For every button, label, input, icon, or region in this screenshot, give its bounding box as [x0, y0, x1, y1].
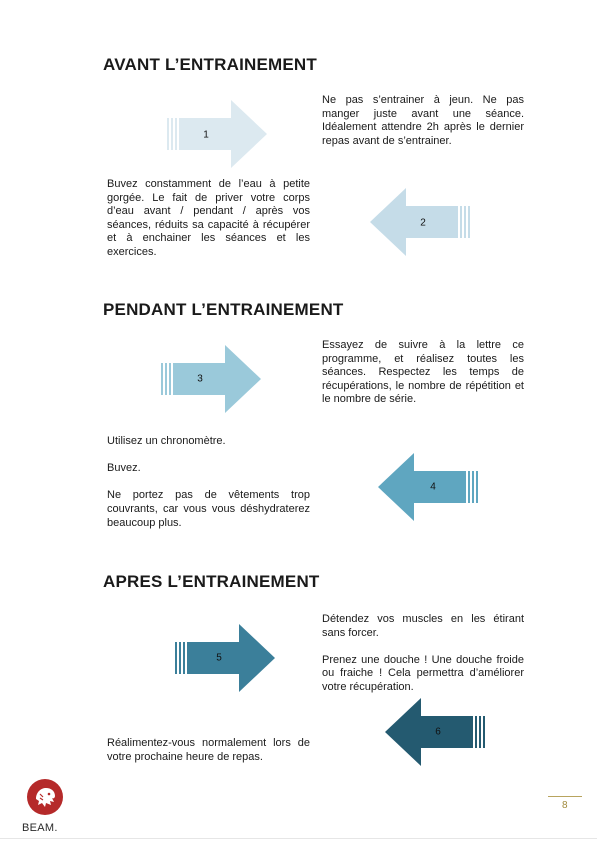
step-5-paragraph-1: Détendez vos muscles en les étirant sans forcer. [322, 613, 524, 639]
page-number: 8 [562, 800, 568, 811]
step-4-paragraph-2: Buvez. [107, 462, 141, 475]
step-6-text [107, 737, 310, 764]
step-3-paragraph: Essayez de suivre à la lettre ce programme, et réalisez toutes les séances. Respectez les temps de récupérations, le nombre de répétition et le nombre de série. [322, 339, 524, 406]
step-6-number: 6 [435, 726, 441, 738]
footer-divider [548, 796, 582, 797]
step-2-text [107, 178, 310, 260]
step-4-arrow-left [378, 453, 478, 521]
logo-text: BEAM. [22, 822, 58, 834]
step-5-paragraph-2: Prenez une douche ! Une douche froide ou fraiche ! Cela permettra d’améliorer votre récupération. [322, 653, 524, 693]
section-heading-pendant: PENDANT L’ENTRAINEMENT [103, 300, 344, 319]
page-bottom-border [0, 838, 597, 839]
step-3-arrow-right [161, 345, 261, 413]
step-1-number: 1 [203, 129, 209, 141]
step-5-text [322, 613, 524, 695]
step-1-paragraph: Ne pas s’entrainer à jeun. Ne pas manger juste avant une séance. Idéalement attendre 2h après le dernier repas avant de s’entrainer. [322, 94, 524, 147]
step-1-arrow-right [167, 100, 267, 168]
section-heading-apres: APRES L’ENTRAINEMENT [103, 572, 320, 591]
step-5-number: 5 [216, 652, 222, 664]
step-3-text [322, 339, 524, 407]
step-6-paragraph: Réalimentez-vous normalement lors de votre prochaine heure de repas. [107, 737, 310, 763]
step-5-arrow-right [175, 624, 275, 692]
lion-emblem-icon [27, 779, 63, 820]
step-4-paragraph-3: Ne portez pas de vêtements trop couvrants, car vous vous déshydraterez beaucoup plus. [107, 489, 310, 529]
step-4-text [107, 435, 310, 530]
step-4-number: 4 [430, 481, 436, 493]
step-3-number: 3 [197, 373, 203, 385]
step-4-paragraph-1: Utilisez un chronomètre. [107, 435, 226, 447]
step-1-text [322, 94, 524, 148]
section-heading-avant: AVANT L’ENTRAINEMENT [103, 55, 317, 74]
step-2-number: 2 [420, 217, 426, 229]
step-2-paragraph: Buvez constamment de l’eau à petite gorgée. Le fait de priver votre corps d’eau avant / pendant / après vos séances, réduits sa capacité à récupérer et à enchainer les séances et les exercices. [107, 178, 310, 258]
